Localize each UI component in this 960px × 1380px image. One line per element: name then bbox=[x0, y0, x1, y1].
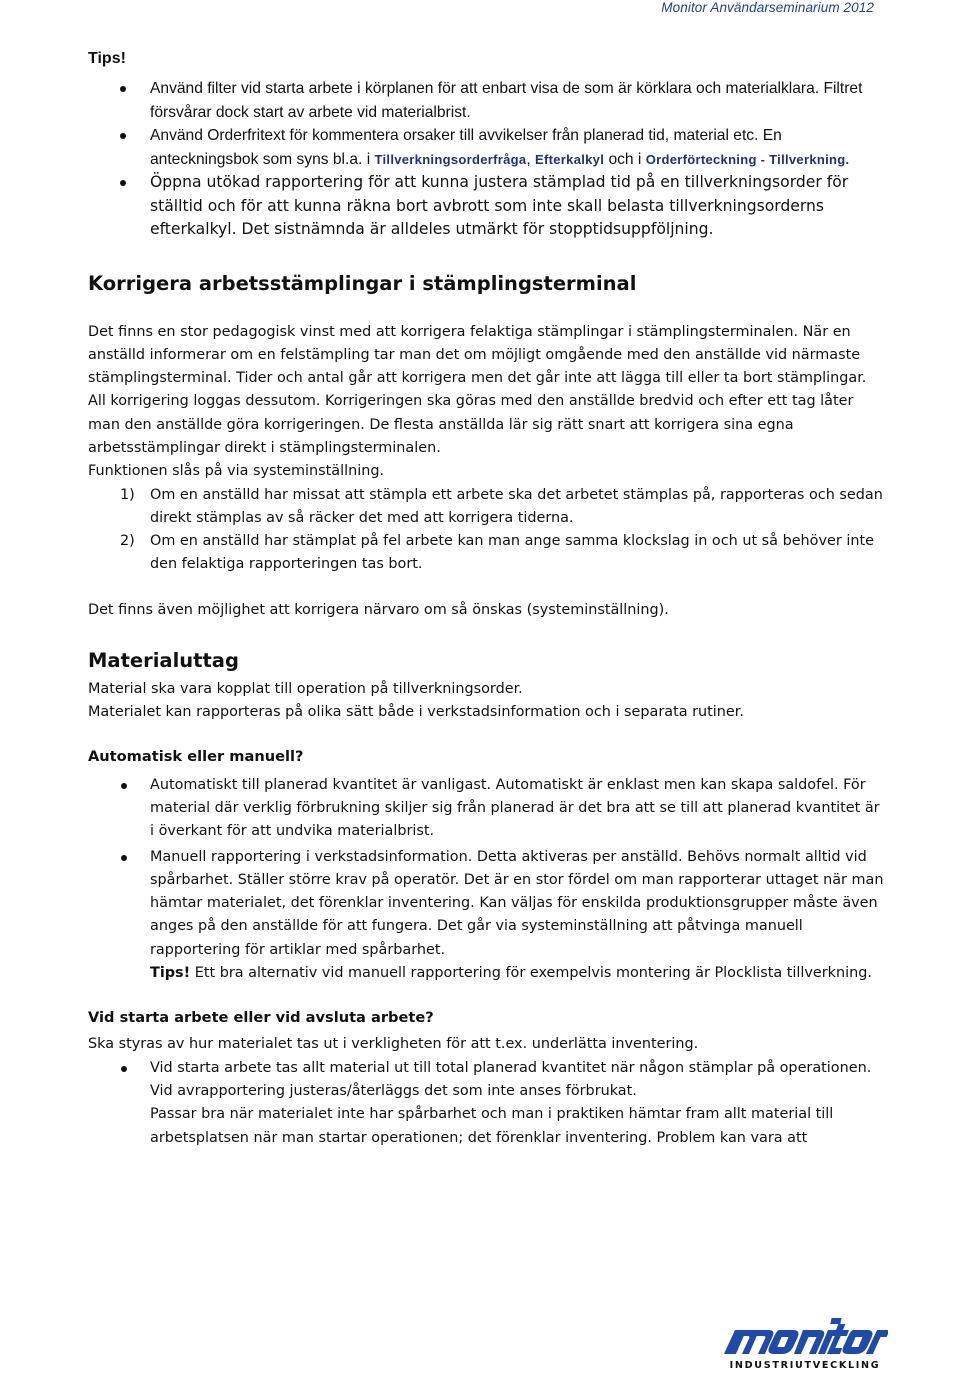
menu-ref-efterkalkyl: Efterkalkyl bbox=[535, 151, 605, 167]
subheading-automatisk-manuell: Automatisk eller manuell? bbox=[88, 747, 304, 765]
logo-tagline: INDUSTRIUTVECKLING bbox=[729, 1360, 881, 1371]
separator: , bbox=[526, 150, 536, 168]
section2-line2: Materialet kan rapporteras på olika sätt både i verkstadsinformation och i separata rutiner. bbox=[88, 704, 744, 721]
tips-item-text: Använd filter vid starta arbete i körplanen för att enbart visa de som är körklara och materialklara. Filtret försvårar dock start av arbete vid materialbrist. bbox=[150, 80, 863, 121]
step-number: 2) bbox=[120, 533, 135, 550]
step-number: 1) bbox=[120, 486, 135, 503]
tips-title: Tips! bbox=[88, 50, 126, 67]
tip-text: Ett bra alternativ vid manuell rapportering för exempelvis montering är Plocklista tillverkning. bbox=[190, 965, 872, 982]
section-heading-materialuttag: Materialuttag bbox=[88, 649, 239, 673]
document-body bbox=[88, 50, 888, 1150]
step-text: Om en anställd har missat att stämpla ett arbete ska det arbetet stämplas på, rapporteras och sedan direkt stämplas av så räcker det med att korrigera tiderna. bbox=[150, 486, 883, 526]
section2-line1: Material ska vara kopplat till operation på tillverkningsorder. bbox=[88, 681, 523, 698]
menu-ref-tillverkningsorderfraga: Tillverkningsorderfråga bbox=[374, 151, 527, 167]
section-heading-korrigera: Korrigera arbetsstämplingar i stämplingsterminal bbox=[88, 271, 637, 295]
page-header: Monitor Användarseminarium 2012 bbox=[661, 0, 874, 15]
sub2-intro: Ska styras av hur materialet tas ut i verkligheten för att t.ex. underlätta inventering. bbox=[88, 1036, 699, 1053]
list-item-text: Vid starta arbete tas allt material ut till total planerad kvantitet när någon stämplar på operationen. Vid avrapportering justeras/återläggs det som inte anses förbrukat. bbox=[150, 1059, 872, 1099]
logo-accent bbox=[830, 1318, 841, 1324]
tips-item-utokad-rapportering bbox=[88, 171, 888, 242]
monitor-logo bbox=[722, 1316, 888, 1372]
monitor-wordmark-icon bbox=[722, 1316, 888, 1360]
starta-avsluta-list bbox=[88, 1057, 888, 1150]
automatisk-manuell-list bbox=[88, 774, 888, 986]
period: . bbox=[845, 151, 850, 167]
section1-steps bbox=[88, 484, 888, 577]
tip-label: Tips! bbox=[150, 965, 191, 982]
section1-closing: Det finns även möjlighet att korrigera närvaro om så önskas (systeminställning). bbox=[88, 601, 669, 618]
list-item-text: Manuell rapportering i verkstadsinformation. Detta aktiveras per anställd. Behövs normalt alltid vid spårbarhet. Ställer större krav på operatör. Det är en stor fördel om man rapporterar uttaget när man hämtar materialet, det förenklar inventering. Kan väljas för enskilda produktionsgrupper måste även anges på den anställde för att fungera. Det går via systeminställning att påtvinga manuell rapportering för artiklar med spårbarhet. bbox=[150, 848, 884, 958]
menu-ref-orderforteckning: Orderförteckning - Tillverkning bbox=[645, 151, 846, 167]
subheading-starta-avsluta: Vid starta arbete eller vid avsluta arbete? bbox=[88, 1009, 434, 1027]
list-item bbox=[88, 774, 888, 844]
list-item bbox=[88, 1057, 888, 1150]
tips-item-orderfritext bbox=[88, 124, 888, 171]
step-item bbox=[88, 530, 888, 577]
list-item bbox=[88, 846, 888, 986]
separator: och i bbox=[604, 150, 646, 168]
bullet-icon bbox=[121, 1066, 127, 1072]
step-text: Om en anställd har stämplat på fel arbete kan man ange samma klockslag in och ut så behöver inte den felaktiga rapporteringen tas bort. bbox=[150, 533, 874, 573]
section1-paragraph: Det finns en stor pedagogisk vinst med att korrigera felaktiga stämplingar i stämplingsterminalen. När en anställd informerar om en felstämpling tar man det om möjligt omgående med den anställde vid närmaste stämplingsterminal. Tider och antal går att korrigera men det går inte att lägga till eller ta bort stämplingar. All korrigering loggas dessutom. Korrigeringen ska göras med den anställde bredvid och efter ett tag låter man den anställde göra korrigeringen. De flesta anställda lär sig rätt snart att korrigera sina egna arbetsstämplingar direkt i stämplingsterminalen. bbox=[88, 323, 867, 456]
step-item bbox=[88, 484, 888, 531]
bullet-icon bbox=[120, 180, 126, 186]
bullet-icon bbox=[120, 86, 126, 92]
tips-list bbox=[88, 77, 888, 242]
bullet-icon bbox=[120, 133, 126, 139]
tips-item-text: Öppna utökad rapportering för att kunna justera stämplad tid på en tillverkningsorder för ställtid och för att kunna räkna bort avbrott som inte skall belasta tillverkningsorderns efterkalkyl. Det sistnämnda är alldeles utmärkt för stopptidsuppföljning. bbox=[150, 173, 849, 238]
bullet-icon bbox=[121, 855, 127, 861]
tips-item-text: Använd Orderfritext för kommentera orsaker till avvikelser från planerad tid, material etc. En anteckningsbok som syns bl.a. i bbox=[150, 127, 782, 168]
list-item-extra: Passar bra när materialet inte har spårbarhet och man i praktiken hämtar fram allt material till arbetsplatsen när man startar operationen; det förenklar inventering. Problem kan vara att bbox=[150, 1106, 834, 1146]
tips-item-filter bbox=[88, 77, 888, 124]
section1-setting-note: Funktionen slås på via systeminställning. bbox=[88, 463, 385, 480]
list-item-text: Automatiskt till planerad kvantitet är vanligast. Automatiskt är enklast men kan skapa saldofel. För material där verklig förbrukning skiljer sig från planerad är det bra att se till att planerad kvantitet är i överkant för att undvika materialbrist. bbox=[150, 776, 880, 840]
bullet-icon bbox=[121, 783, 127, 789]
